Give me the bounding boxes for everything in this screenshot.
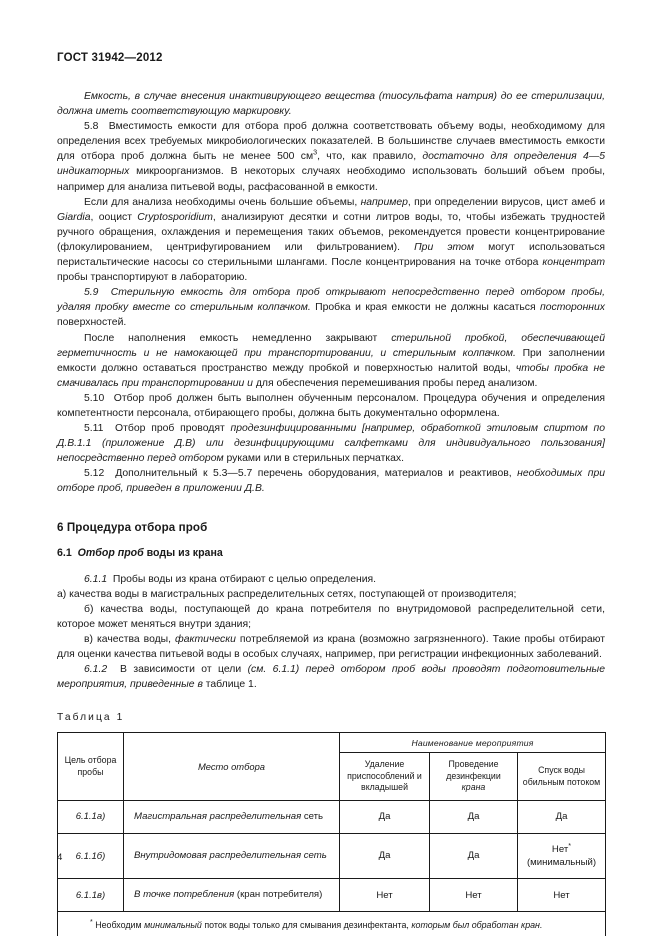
esli-italic-2: При этом [414, 241, 474, 253]
esli-text-1: Если для анализа необходимы очень большие объемы, [84, 196, 361, 208]
paragraph-posle [57, 331, 605, 391]
spacer-after-subsection [57, 559, 605, 572]
footnote-italic-1: минимальный [144, 920, 202, 931]
esli-text-5: могут использоваться перистальтические насосы со стерильными шлангами. После концентрирования на точке отбора [57, 241, 605, 269]
table-footnote [58, 912, 606, 936]
row3-place [124, 879, 340, 912]
p511-italic-1: продезинфицированными [например, обработкой этиловым спиртом по Д.В.1.1 (приложение Д.В) или дезинфицирующими салфетками для индивидуального пользования] [57, 423, 606, 450]
esli-text-4: , анализируют десятки и сотни литров воды, то, чтобы избежать трудностей ручного обращения, охлаждения и перемещения таких объемов, рекомендуется провести концентрирование (флокулированием, центрифугированием или фильтрованием). [57, 211, 605, 253]
esli-text-6: пробы транспортируют в лабораторию. [57, 272, 248, 284]
row1-place-rest: сеть [301, 811, 324, 823]
p512-italic-1: необходимых при отборе проб, приведен в приложении Д.В. [57, 468, 605, 495]
esli-italic-cryptosporidium: Cryptosporidium [137, 211, 213, 223]
paragraph-6-1-2 [57, 662, 605, 692]
p58-text-1: Вместимость емкости для отбора проб должна соответствовать объему воды, необходимому для определения всех требуемых микробиологических показателей. В большинстве случаев вместимость емкости для отбора проб должна быть не менее 500 см [57, 121, 605, 163]
esli-italic-3: концентрат [542, 257, 605, 269]
header-group-measures: Наименование мероприятия [340, 733, 606, 753]
table-row [58, 833, 606, 879]
esli-italic-1: например [360, 196, 408, 208]
footnote-marker: * [90, 919, 93, 927]
subsection-6-1-rest: воды из крана [143, 546, 223, 559]
list-item-a [57, 587, 605, 602]
row1-value-removal: Да [340, 801, 430, 834]
paragraph-esli [57, 195, 605, 286]
esli-text-3: , ооцист [90, 211, 138, 223]
p511-text-3: руками или в стерильных перчатках. [223, 453, 404, 465]
p511-text-1: Отбор проб проводят [115, 423, 231, 435]
row3-place-italic: В точке потребления [134, 889, 235, 901]
p612-text-2: таблице 1. [202, 679, 257, 691]
clause-number-5-12: 5.12 [84, 468, 105, 480]
subsection-6-1-italic: Отбор проб [77, 546, 144, 559]
p58-text-3: микроорганизмов. В некоторых случаях необходимо использовать больший объем пробы, например для анализа питьевой воды, расфасованной в емкости. [57, 166, 605, 193]
page-number: 4 [57, 852, 63, 863]
row2-place-italic: Внутридомовая распределительная сеть [134, 850, 327, 862]
clause-number-5-10: 5.10 [84, 392, 105, 404]
row2-flush-note: (минимальный) [526, 857, 597, 869]
header-col-disinfection [430, 753, 518, 801]
p611-text-1: Пробы воды из крана отбирают с целью определения. [112, 573, 377, 585]
p59-text-2: поверхностей. [57, 317, 127, 329]
row3-place-rest: (кран потребителя) [234, 889, 323, 901]
row2-place [124, 833, 340, 879]
p58-text-2: , что, как правило, [317, 151, 423, 163]
row3-value-disinfection: Нет [430, 879, 518, 912]
row3-value-flush: Нет [518, 879, 606, 912]
list-item-a-text: а) качества воды в магистральных распределительных сетях, поступающей от производителя; [57, 588, 517, 600]
list-item-c-text-2: потребляемой из крана (возможно загрязненного). Такие пробы отбирают для оценки качества питьевой воды в особых случаях, например, при регистрации инфекционных заболеваний. [57, 633, 605, 660]
row1-place [124, 801, 340, 834]
spacer-after-section6 [57, 534, 605, 547]
row2-value-disinfection: Да [430, 833, 518, 879]
row2-flush-main: Нет [551, 843, 569, 855]
row1-place-italic: Магистральная распределительная [134, 811, 302, 823]
p612-italic-1: (см. 6.1.1) перед отбором проб воды проводят подготовительные мероприятия, приведенные в [57, 664, 605, 691]
table-header-row-1 [58, 733, 606, 753]
table-caption: Таблица 1 [57, 712, 125, 724]
row2-flush-footnote-marker: * [568, 840, 572, 850]
footnote-text-2: поток воды только для смывания дезинфектанта, [201, 920, 412, 931]
row2-value-removal: Да [340, 833, 430, 879]
row3-value-removal: Нет [340, 879, 430, 912]
p512-text-1: Дополнительный к 5.3—5.7 перечень оборудования, материалов и реактивов, [115, 468, 518, 480]
row3-goal: 6.1.1в) [58, 879, 124, 912]
p510-text-1: Отбор проб должен быть выполнен обученным персоналом. Процедура обучения и определения компетентности персонала, отбирающего пробы, должна быть документально оформлена. [57, 392, 605, 419]
p59-italic-1: Стерильную емкость для отбора проб открывают непосредственно перед отбором пробы, удаляя пробку вместе со стерильным колпачком. [57, 287, 605, 314]
row2-goal: 6.1.1б) [58, 833, 124, 879]
p58-superscript: 3 [313, 147, 318, 157]
row1-goal: 6.1.1а) [58, 801, 124, 834]
posle-italic-2: чтобы пробка не смачивалась при транспортировании и [57, 362, 606, 389]
clause-number-6-1-1: 6.1.1 [84, 573, 108, 585]
clause-number-5-11: 5.11 [84, 423, 104, 435]
emkost-italic-text: Емкость, в случае внесения инактивирующего вещества (тиосульфата натрия) до ее стерилизации, должна иметь соответствующую маркировку. [57, 91, 605, 118]
p59-italic-2: посторонних [540, 302, 605, 314]
header-col-flush: Спуск воды обильным потоком [518, 753, 606, 801]
page-content [57, 52, 605, 936]
posle-italic-1: стерильной пробкой, обеспечивающей герметичность и не намокающей при транспортировании, и стерильным колпачком. [57, 332, 605, 359]
p59-text-1: Пробка и края емкости не должны касаться [310, 302, 540, 314]
table-1 [57, 732, 606, 936]
clause-number-6-1-2: 6.1.2 [84, 664, 108, 676]
p511-italic-2: непосредственно перед отбором [57, 453, 224, 465]
clause-number-5-8: 5.8 [84, 121, 99, 133]
header-col-removal: Удаление приспособлений и вкладышей [340, 753, 430, 801]
paragraph-5-12 [57, 466, 605, 496]
footnote-text-1: Необходим [92, 920, 145, 931]
table-row [58, 801, 606, 834]
p612-text-1: В зависимости от цели [119, 664, 248, 676]
spacer-before-section6 [57, 497, 605, 521]
row2-value-flush [518, 833, 606, 879]
clause-number-5-9: 5.9 [84, 287, 99, 299]
footnote-italic-2: которым был обработан кран. [411, 920, 543, 931]
paragraph-5-11 [57, 421, 605, 466]
subsection-heading-6-1 [57, 547, 605, 559]
list-item-b-text: б) качества воды, поступающей до крана потребителя по внутридомовой распределительной сети, которое может меняться внутри здания; [57, 603, 605, 630]
p58-italic-1: достаточно для определения 4—5 индикаторных [57, 151, 605, 178]
posle-text-2: При заполнении емкости должно оставаться пространство между пробкой и поверхностью налитой воды, [57, 347, 605, 374]
header-place: Место отбора [124, 733, 340, 801]
paragraph-emkost [57, 89, 605, 119]
row1-value-disinfection: Да [430, 801, 518, 834]
posle-text-1: После наполнения емкость немедленно закрывают [84, 332, 392, 344]
section-heading-6: 6 Процедура отбора проб [57, 520, 208, 534]
posle-text-3: для обеспечения перемешивания пробы перед анализом. [252, 377, 538, 389]
list-item-c-italic: фактически [175, 633, 236, 645]
paragraph-5-8 [57, 119, 605, 194]
esli-text-2: , при определении вирусов, цист амеб и [407, 196, 606, 208]
row1-value-flush: Да [518, 801, 606, 834]
table-footnote-row [58, 912, 606, 936]
standard-header: ГОСТ 31942—2012 [57, 52, 163, 64]
esli-italic-giardia: Giardia [57, 211, 91, 223]
list-item-b [57, 602, 605, 632]
header-col2-line1: Проведение [448, 759, 499, 770]
subsection-number-6-1: 6.1 [57, 546, 72, 559]
list-item-c-text-1: в) качества воды, [84, 633, 176, 645]
header-col2-italic: крана [461, 782, 486, 793]
list-item-c [57, 632, 605, 662]
header-goal: Цель отбора пробы [58, 733, 124, 801]
paragraph-6-1-1 [57, 572, 605, 587]
header-col2-line2: дезинфекции [446, 770, 501, 781]
spacer-before-table [57, 692, 605, 712]
paragraph-5-9 [57, 285, 605, 330]
paragraph-5-10 [57, 391, 605, 421]
table-row [58, 879, 606, 912]
